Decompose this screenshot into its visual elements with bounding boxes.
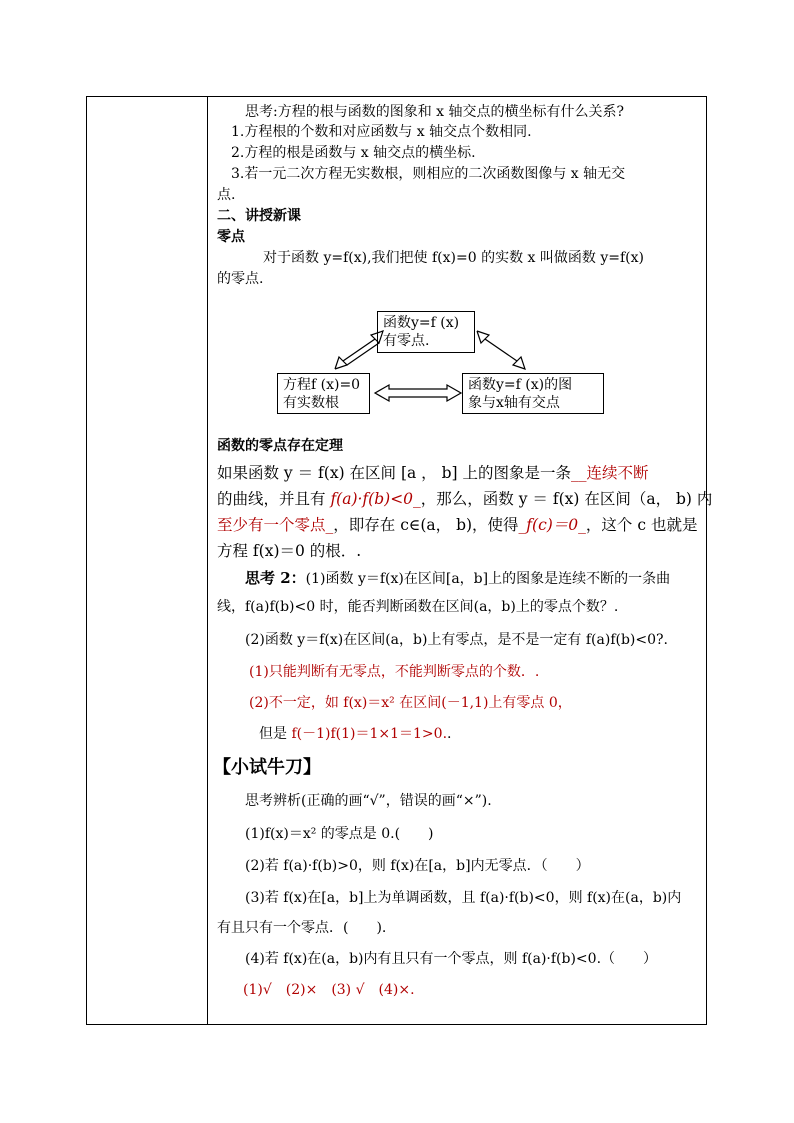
theorem-line2-text-a: 的曲线，并且有 <box>217 490 331 508</box>
think2-answer-3-expression: f(－1)f(1)＝1×1＝1>0. <box>291 726 448 742</box>
think2-answer-2: (2)不一定，如 f(x)＝x² 在区间(－1,1)上有零点 0， <box>249 695 572 711</box>
diagram-right-box-line1: 函数y=f (x)的图 <box>468 377 573 393</box>
section-2-title: 二、讲授新课 <box>217 208 301 224</box>
column-divider <box>207 97 208 1024</box>
diagram-right-box-line2: 象与x轴有交点 <box>468 395 560 411</box>
intro-item-3-line1: 3.若一元二次方程无实数根，则相应的二次函数图像与 x 轴无交 <box>231 166 626 182</box>
practice-item-4: (4)若 f(x)在(a，b)内有且只有一个零点，则 f(a)·f(b)<0.（ ） <box>245 951 658 967</box>
zero-point-definition-line2: 的零点. <box>217 271 264 287</box>
double-arrow-icon <box>335 331 383 369</box>
diagram-arrows <box>317 327 547 407</box>
think2-answer-3 <box>259 723 451 743</box>
think2-q1-line2: 线，f(a)f(b)<0 时，能否判断函数在区间(a，b)上的零点个数？. <box>217 599 619 615</box>
practice-item-3-line1: (3)若 f(x)在[a，b]上为单调函数，且 f(a)·f(b)<0，则 f(x)在(a，b)内 <box>245 890 682 906</box>
think2-q1-line1 <box>245 567 670 588</box>
double-arrow-icon <box>375 385 461 401</box>
practice-title: 【小试牛刀】 <box>213 757 321 778</box>
think2-q1-text: (1)函数 y＝f(x)在区间[a，b]上的图象是连续不断的一条曲 <box>305 571 671 587</box>
theorem-blank-at-least-one: 至少有一个零点_ <box>217 516 334 534</box>
theorem-blank-product: f(a)·f(b)<0_ <box>330 490 421 508</box>
diagram-top-box-line2: 有零点. <box>383 333 430 349</box>
practice-answers: (1)√ (2)× (3) √ (4)×. <box>243 982 415 998</box>
theorem-title: 函数的零点存在定理 <box>217 438 343 454</box>
intro-item-1: 1.方程根的个数和对应函数与 x 轴交点个数相同. <box>231 124 532 140</box>
practice-item-3-line2: 有且只有一个零点．( ). <box>217 920 387 936</box>
theorem-line3-text-b: ，即存在 c∈(a， b)，使得 <box>333 516 519 534</box>
think2-answer-1: (1)只能判断有无零点，不能判断零点的个数．. <box>249 664 540 680</box>
think2-label: 思考 2： <box>245 569 306 587</box>
theorem-line1 <box>217 461 649 483</box>
theorem-line4: 方程 f(x)＝0 的根．. <box>217 542 362 560</box>
theorem-blank-fc: _f(c)＝0_ <box>518 516 586 534</box>
theorem-line3-text-d: ，这个 c 也就是 <box>585 516 698 534</box>
theorem-line2 <box>217 487 712 509</box>
intro-item-2: 2.方程的根是函数与 x 轴交点的横坐标. <box>231 145 476 161</box>
theorem-line2-text-c: ，那么，函数 y ＝ f(x) 在区间（a， b) 内 <box>420 490 713 508</box>
intro-item-3-line2: 点. <box>217 187 236 203</box>
lesson-table <box>86 96 713 1025</box>
theorem-line3 <box>217 513 697 535</box>
theorem-blank-continuous: __连续不断 <box>571 464 649 482</box>
think2-answer-3-text: 但是 <box>259 726 292 742</box>
double-arrow-icon <box>477 331 525 369</box>
practice-item-2: (2)若 f(a)·f(b)>0，则 f(x)在[a，b]内无零点．（ ） <box>245 858 590 874</box>
intro-question: 思考:方程的根与函数的图象和 x 轴交点的横坐标有什么关系? <box>245 104 625 120</box>
zero-point-definition-line1: 对于函数 y=f(x),我们把使 f(x)=0 的实数 x 叫做函数 y=f(x) <box>263 250 644 266</box>
practice-intro: 思考辨析(正确的画“√”，错误的画“×”). <box>245 793 492 809</box>
diagram-left-box-line1: 方程f (x)=0 <box>283 377 361 393</box>
think2-q2: (2)函数 y＝f(x)在区间(a，b)上有零点，是不是一定有 f(a)f(b)<0?. <box>245 632 668 648</box>
practice-item-1: (1)f(x)＝x² 的零点是 0.( ) <box>245 826 434 842</box>
diagram-top-box-line1: 函数y=f (x) <box>383 315 460 331</box>
diagram-left-box-line2: 有实数根 <box>283 395 339 411</box>
think2-answer-3-end: . <box>447 726 452 742</box>
theorem-line1-text: 如果函数 y ＝ f(x) 在区间 [a ， b] 上的图象是一条 <box>217 464 572 482</box>
zero-point-title: 零点 <box>217 229 245 245</box>
